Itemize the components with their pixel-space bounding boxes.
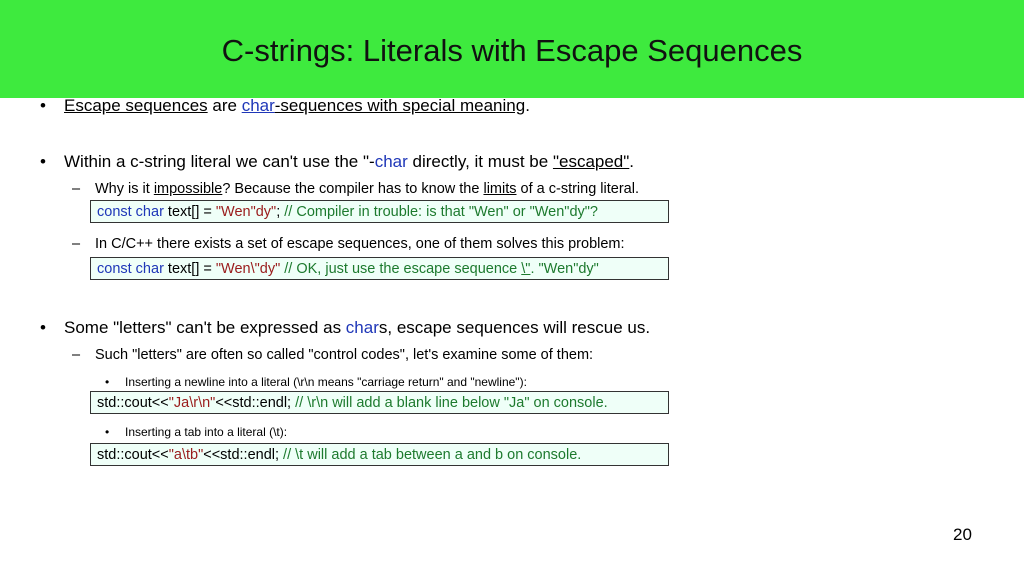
code-string: "Wen"dy": [215, 204, 277, 220]
char-keyword: char: [374, 152, 408, 171]
subsub-text: Inserting a newline into a literal (\r\n means "carriage return" and "newline"):: [125, 375, 527, 389]
slide-title: C-strings: Literals with Escape Sequences: [221, 33, 803, 68]
char-keyword: char: [345, 318, 379, 337]
code-string: "Wen\"dy": [215, 261, 281, 277]
text-run: directly, it must be: [407, 152, 553, 171]
code-text: std::cout<<: [97, 447, 169, 463]
code-text: <<std::endl;: [203, 447, 284, 463]
code-box-newline: [90, 391, 669, 414]
code-string: "a\tb": [168, 447, 204, 463]
bullet-text: [64, 318, 650, 338]
code-box-escape-quote: [90, 257, 669, 280]
code-text: <<std::endl;: [215, 395, 296, 411]
sub-dash: –: [72, 347, 81, 363]
code-text: ;: [276, 204, 285, 220]
text-run: Why is it: [95, 181, 154, 197]
text-run: .: [629, 152, 635, 171]
code-box-tab: [90, 443, 669, 466]
code-keyword: const char: [97, 261, 164, 277]
sub-dash: –: [72, 236, 81, 252]
code-string: "Ja\r\n": [168, 395, 216, 411]
code-text: text[] =: [163, 261, 216, 277]
subsub-dot: •: [105, 375, 110, 389]
text-run: -sequences with special meaning: [274, 96, 526, 115]
text-run: Some "letters" can't be expressed as: [64, 318, 346, 337]
subsub-dot: •: [105, 425, 110, 439]
sub-text: Such "letters" are often so called "control codes", let's examine some of them:: [95, 347, 594, 363]
code-comment: // \t will add a tab between a and b on console.: [283, 447, 582, 463]
code-comment: // \r\n will add a blank line below "Ja" on console.: [295, 395, 608, 411]
code-box-compiler-trouble: [90, 200, 669, 223]
bullet-text: [64, 152, 634, 172]
page-number: 20: [953, 525, 972, 544]
code-comment: // Compiler in trouble: is that "Wen" or "Wen"dy"?: [284, 204, 598, 220]
text-run: s, escape sequences will rescue us.: [378, 318, 651, 337]
text-run: ? Because the compiler has to know the: [222, 181, 484, 197]
sub-text: In C/C++ there exists a set of escape sequences, one of them solves this problem:: [95, 236, 625, 252]
impossible-term: impossible: [153, 181, 223, 197]
text-run: are: [207, 96, 242, 115]
subsub-text: Inserting a tab into a literal (\t):: [125, 425, 288, 439]
text-run: .: [525, 96, 530, 115]
bullet-dot: •: [40, 96, 46, 115]
char-keyword: char: [241, 96, 275, 115]
code-comment: // OK, just use the escape sequence: [280, 261, 522, 277]
code-text: std::cout<<: [97, 395, 169, 411]
text-run: Within a c-string literal we can't use the "-: [64, 152, 375, 171]
bullet-dot: •: [40, 152, 46, 171]
sub-dash: –: [72, 181, 81, 197]
code-keyword: const char: [97, 204, 164, 220]
bullet-dot: •: [40, 318, 46, 337]
limits-term: limits: [483, 181, 517, 197]
text-run: of a c-string literal.: [516, 181, 639, 197]
bullet-text: [64, 96, 530, 116]
code-text: text[] =: [163, 204, 216, 220]
escape-sequences-term: Escape sequences: [64, 96, 208, 115]
code-comment: . "Wen"dy": [530, 261, 599, 277]
escape-sequence-highlight: \": [521, 261, 531, 277]
sub-text: [95, 181, 639, 197]
escaped-term: "escaped": [552, 152, 630, 171]
